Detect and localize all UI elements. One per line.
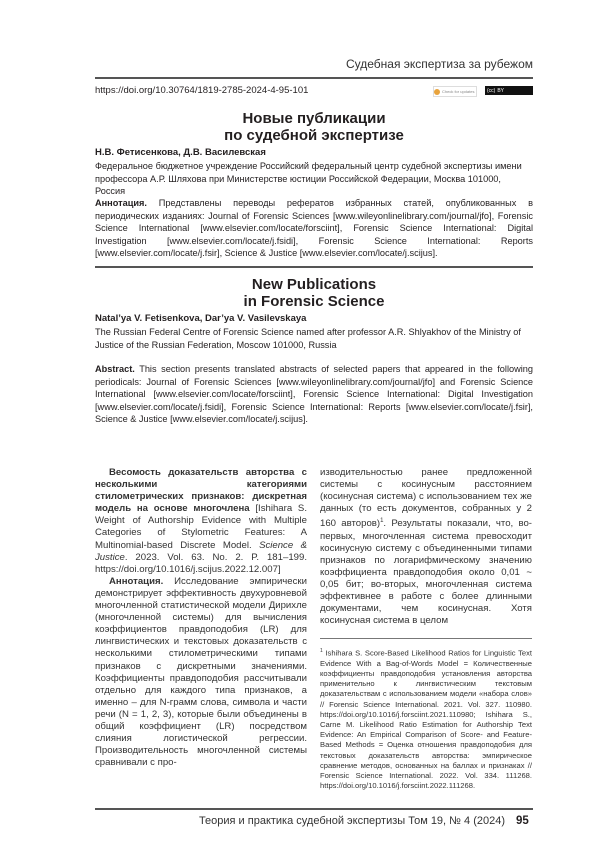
en-authors: Natal’ya V. Fetisenkova, Dar’ya V. Vasilevskaya [95,313,306,324]
article-heading: Весомость доказательств авторства с несколькими категориями стилометрических признаков: дискретная модель на основе многочлена [Ishihara S. Weight of Authorship Evidence with Multiple Categories of Stylometric Features: A Multinomial-based Discrete Model. Science & Justice. 2023. Vol. 63. No. 2. P. 181–199. https://doi.org/10.1016/j.scijus.2022.12.007] [95,467,307,576]
badge-label: Check for updates [442,89,474,94]
ru-title: Новые публикации по судебной экспертизе [95,110,533,144]
ru-authors: Н.В. Фетисенкова, Д.В. Василевская [95,147,266,158]
page-number: 95 [516,815,529,827]
section-divider [95,266,533,268]
check-updates-badge[interactable] [433,86,477,97]
cc-icon: (cc) [487,88,495,94]
section-title: Судебная экспертиза за рубежом [346,57,533,71]
right-column [320,467,532,627]
crossmark-icon [434,89,440,95]
ru-abstract: Аннотация. Представлены переводы рефератов избранных статей, опубликованных в периодических изданиях: Journal of Forensic Sciences [www.wileyonlinelibrary.com/journal/jfo], Forensic Science International [www.elsevier.com/locate/forsciint], Forensic Science International: Digital Investigation [www.elsevier.com/locate/j.fsidi], Forensic Science International: Reports [www.elsevier.com/locate/j.fsir], Science & Justice [www.elsevier.com/locate/j.scijus]. [95,197,533,260]
en-abstract: Abstract. This section presents translated abstracts of selected papers that appeared in the following periodicals: Journal of Forensic Sciences [www.wileyonlinelibrary.com/journal/jfo] and Forensic Science International [www.elsevier.com/locate/forsciint], Forensic Science International: Digital Investigation [www.elsevier.com/locate/j.fsidi], Forensic Science International: Reports [www.elsevier.com/locate/j.fsir], Science & Justice [www.elsevier.com/locate/j.scijus]. [95,363,533,426]
footnote-ref[interactable]: 1 [380,518,383,524]
footnote: 1 Ishihara S. Score-Based Likelihood Ratios for Linguistic Text Evidence With a Bag-of-Words Model = Количественные коэффициенты правдоподобия установления авторства применительно к лингвистическим текстовым доказательствам с использованием модели «набора слов» // Forensic Science International. 2021. Vol. 327. 110980. https://doi.org/10.1016/j.forsciint.2021.110980; Ishihara S., Carne M. Likelihood Ratio Estimation for Authorship Text Evidence: An Empirical Comparison of Score- and Feature-Based Methods = Оценка отношения правдоподобия для текстовых доказательств авторства: эмпирическое сравнение методов, основанных на баллах и признаках // Forensic Science International. 2022. Vol. 334. 111268. https://doi.org/10.1016/j.forsciint.2022.111268. [320,646,532,791]
doi-link[interactable]: https://doi.org/10.30764/1819-2785-2024-4-95-101 [95,85,308,96]
journal-footer: Теория и практика судебной экспертизы Том 19, № 4 (2024) [199,815,505,827]
ru-affiliation: Федеральное бюджетное учреждение Российский федеральный центр судебной экспертизы имени профессора А.Р. Шляхова при Министерстве юстиции Российской Федерации, Москва 101000, Россия [95,160,533,198]
en-affiliation: The Russian Federal Centre of Forensic Science named after professor A.R. Shlyakhov of the Ministry of Justice of the Russian Federation, Moscow 101000, Russia [95,326,533,351]
cc-license-badge[interactable] [485,86,533,95]
footnote-divider [320,638,532,639]
article-abstract-left: Аннотация. Исследование эмпирически демонстрирует эффективность двухуровневой многочленной статистической модели Дирихле (многочленной системы) для вычисления коэффициентов правдоподобия (LR) для лингвистических и текстовых доказательств с несколькими стилометрическими типами признаков с дискретными значениями. Коэффициенты правдоподобия рассчитывали отдельно для каждого типа признаков, а именно – для N-грамм слова, символа и части речи (N = 1, 2, 3), которые были объединены в общий коэффициент (LR) посредством слияния логистической регрессии. Производительность многочленной системы сравнивали с про- [95,576,307,770]
license-label: BY [497,88,504,94]
en-title: New Publications in Forensic Science [95,276,533,310]
footer-divider [95,808,533,810]
article-abstract-right: изводительностью ранее предложенной системы с косинусным расстоянием (косинусная система) с использованием тех же данных (то есть документов, собранных у 2 160 авторов)1. Результаты показали, что, во-первых, многочленная система превосходит косинусную систему с объединенными типами признаков по логарифмическому значению коэффициента правдоподобия около 0,01 ~ 0,05 бит; во-вторых, многочленная система эффективнее в работе с более длинными документами, чем косинусная. Хотя косинусная система в целом [320,467,532,627]
header-divider [95,77,533,79]
left-column [95,467,307,769]
